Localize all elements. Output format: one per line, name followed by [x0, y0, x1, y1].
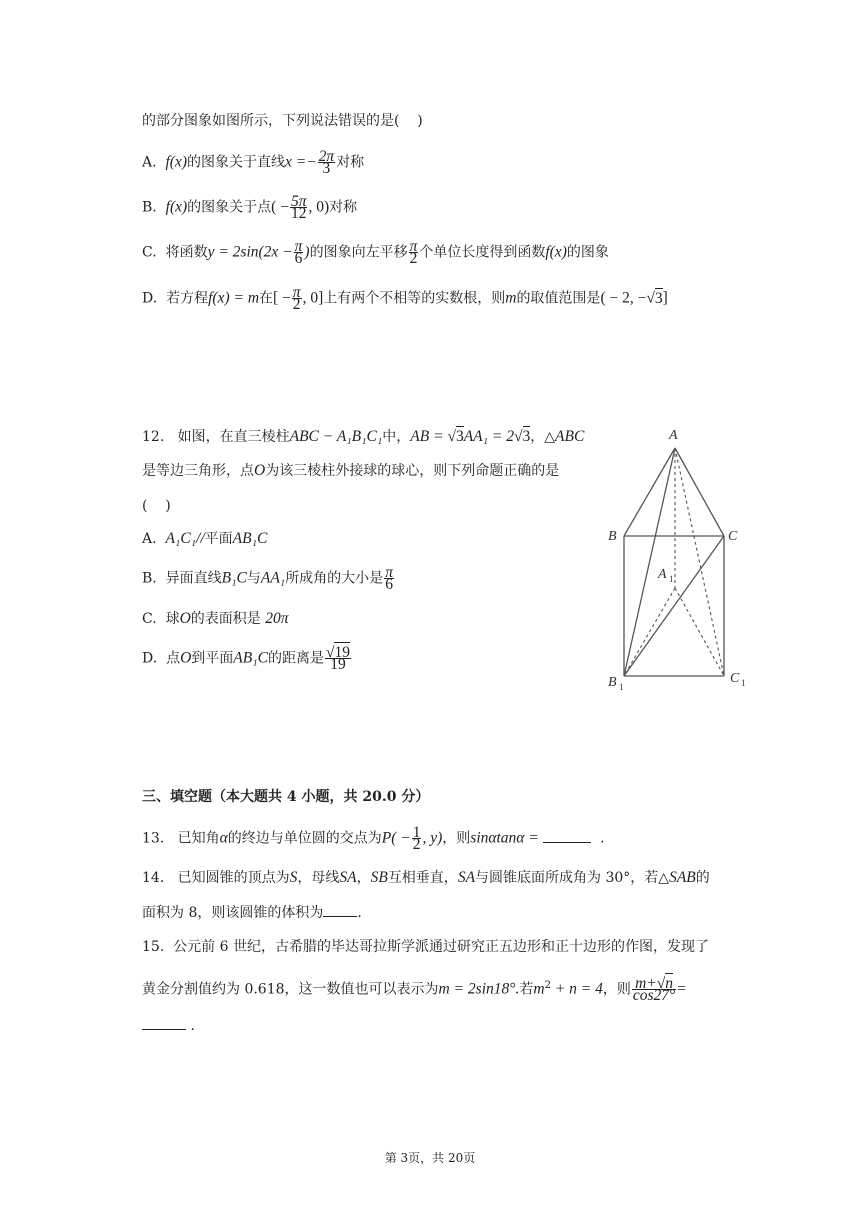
edge-a1c1	[675, 588, 724, 676]
q12-line1: 12. 如图，在直三棱柱ABC − A₁B₁C₁中，AB = √3AA₁ = 2√3，△ABC	[142, 428, 585, 445]
q12-paren: ( )	[142, 498, 171, 514]
label-c: C	[728, 529, 738, 544]
edge-ac	[675, 448, 724, 536]
q11-option-b: B. f(x)的图象关于点( − $\frac{5\pi}{12}$ , 0)对称	[142, 193, 358, 222]
q12-option-b: B. 异面直线B₁C与AA₁所成角的大小是 $\frac{\pi}{6}$	[142, 564, 393, 593]
q15-line3: .	[142, 1015, 195, 1036]
label-b: B	[608, 529, 617, 544]
page-footer: 第 3页，共 20页	[384, 1151, 476, 1165]
label-c1-sub: 1	[741, 678, 746, 688]
label-a1: A	[658, 567, 667, 582]
edge-ab1	[624, 448, 675, 676]
q15-line2: 黄金分割值约为 0.618，这一数值也可以表示为m = 2sin18°.若$m^2 + n = 4$，则 $\frac{m+√n}{\cos 27^\circ}$ =	[142, 975, 686, 1005]
label-b1: B	[608, 675, 617, 690]
q11-option-a: A. f(x)的图象关于直线x =− $\frac{2\pi}{3}$ 对称	[142, 148, 365, 177]
q14-answer-blank[interactable]	[323, 902, 357, 917]
q14-line2: 面积为 8，则该圆锥的体积为 .	[142, 902, 362, 923]
q11-option-d: D. 若方程f(x) = m在[ − $\frac{\pi}{2}$ , 0]上有两个不相等的实数根，则m的取值范围是( − 2, −√3]	[142, 284, 668, 313]
edge-ab	[624, 448, 675, 536]
label-a: A	[669, 428, 678, 443]
q12-option-c: C. 球O的表面积是 20π	[142, 610, 289, 627]
q15-line1: 15. 公元前 6 世纪，古希腊的毕达哥拉斯学派通过研究正五边形和正十边形的作图，发现了	[142, 939, 709, 955]
q12-line2: 是等边三角形，点O为该三棱柱外接球的球心，则下列命题正确的是	[142, 462, 560, 479]
q13-answer-blank[interactable]	[543, 828, 591, 843]
label-c1: C	[730, 671, 740, 686]
edge-a1b1	[624, 588, 675, 676]
q15-answer-blank[interactable]	[142, 1015, 186, 1030]
q13: 13. 已知角α的终边与单位圆的交点为P( − $\frac{1}{2}$ , y)，则sinαtanα = .	[142, 824, 605, 853]
label-a1-sub: 1	[669, 574, 674, 584]
label-b1-sub: 1	[619, 682, 624, 692]
prism-figure	[600, 420, 760, 695]
q14-line1: 14. 已知圆锥的顶点为S，母线SA，SB互相垂直，SA与圆锥底面所成角为 30°，若△SAB的	[142, 869, 710, 886]
q12-option-d: D. 点O到平面AB₁C的距离是 $\frac{√19}{19}$	[142, 644, 350, 673]
q11-option-c: C. 将函数y = 2sin(2x − $\frac{\pi}{6}$ )的图象向左平移 $\frac{\pi}{2}$ 个单位长度得到函数f(x)的图象	[142, 238, 609, 267]
q12-option-a: A. A₁C₁//平面AB₁C	[142, 530, 268, 547]
q11-intro: 的部分图象如图所示，下列说法错误的是( )	[142, 113, 423, 129]
edge-ac1	[675, 448, 724, 676]
section-title: 三、填空题（本大题共 4 小题，共 20.0 分）	[142, 789, 430, 805]
